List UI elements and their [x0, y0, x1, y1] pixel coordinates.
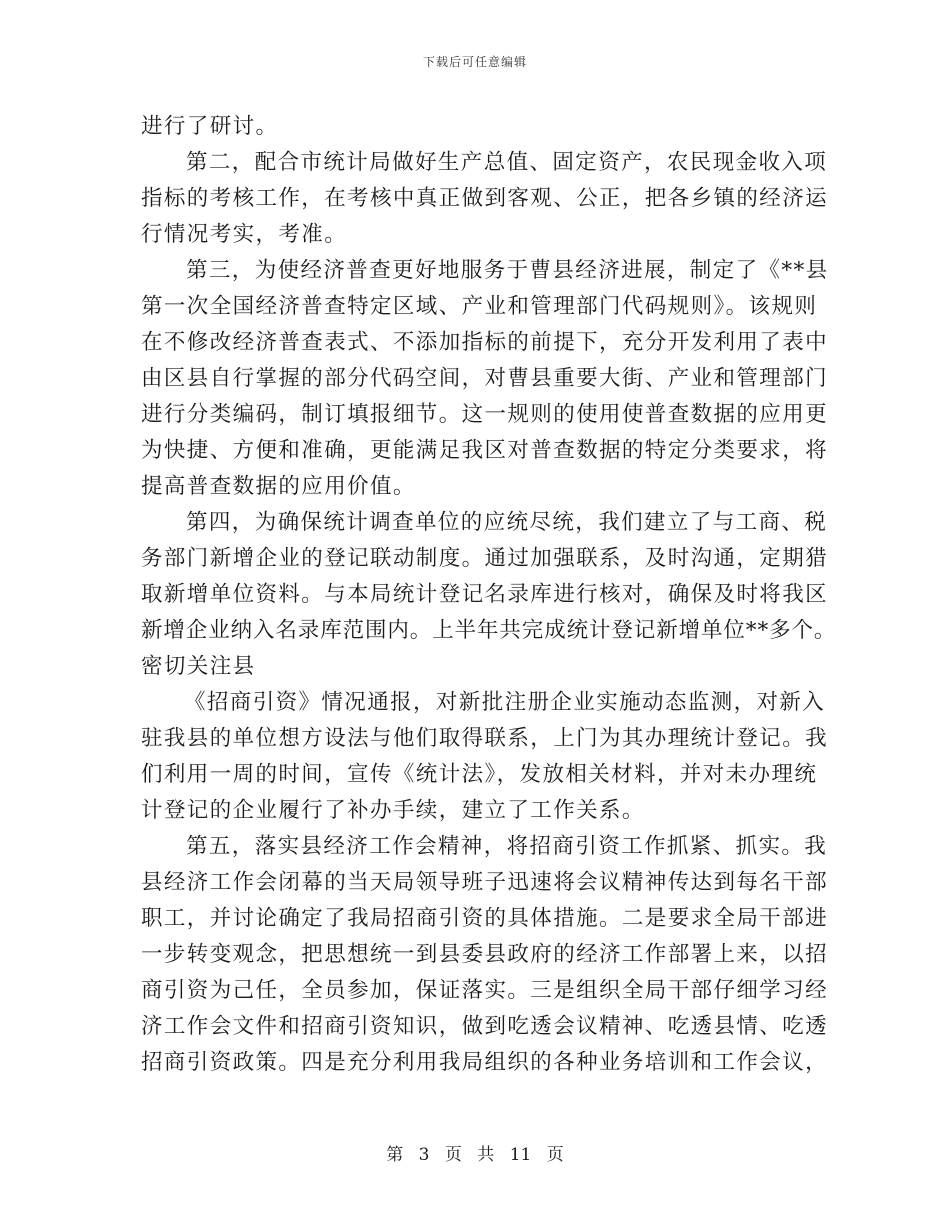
text-line: 一步转变观念，把思想统一到县委县政府的经济工作部署上来，以招 [141, 942, 829, 967]
text-line: 取新增单位资料。与本局统计登记名录库进行核对，确保及时将我区 [141, 582, 829, 607]
text-line: 提高普查数据的应用价值。 [141, 474, 416, 499]
text-line: 们利用一周的时间，宣传《统计法》，发放相关材料，并对未办理统 [141, 762, 818, 787]
text-line: 驻我县的单位想方设法与他们取得联系，上门为其办理统计登记。我 [141, 726, 829, 751]
text-line: 行情况考实，考准。 [141, 222, 348, 247]
text-line: 第一次全国经济普查特定区域、产业和管理部门代码规则》。该规则 [141, 294, 818, 319]
current-page-number: 3 [418, 1145, 430, 1165]
paragraph-start: 第四，为确保统计调查单位的应统尽统，我们建立了与工商、税 [186, 510, 828, 535]
paragraph-start: 第二，配合市统计局做好生产总值、固定资产，农民现金收入项 [186, 150, 828, 175]
text-line: 为快捷、方便和准确，更能满足我区对普查数据的特定分类要求，将 [141, 438, 829, 463]
total-label: 共 [477, 1145, 495, 1165]
text-line: 新增企业纳入名录库范围内。上半年共完成统计登记新增单位**多个。 [141, 618, 837, 643]
text-line: 由区县自行掌握的部分代码空间，对曹县重要大街、产业和管理部门 [141, 366, 829, 391]
page-unit-label: 页 [444, 1145, 462, 1165]
text-line: 济工作会文件和招商引资知识，做到吃透会议精神、吃透县情、吃透 [141, 1014, 829, 1039]
paragraph-start: 第三，为使经济普查更好地服务于曹县经济进展，制定了《**县 [186, 258, 829, 283]
text-line: 职工，并讨论确定了我局招商引资的具体措施。二是要求全局干部进 [141, 906, 829, 931]
total-unit-label: 页 [546, 1145, 564, 1165]
text-line: 指标的考核工作，在考核中真正做到客观、公正，把各乡镇的经济运 [141, 186, 829, 211]
paragraph-start: 《招商引资》情况通报，对新批注册企业实施动态监测，对新入 [184, 690, 826, 715]
document-body [141, 109, 837, 1081]
text-line: 招商引资政策。四是充分利用我局组织的各种业务培训和工作会议， [141, 1050, 829, 1075]
total-pages-number: 11 [509, 1145, 532, 1165]
text-line: 密切关注县 [141, 654, 256, 679]
page-label: 第 [386, 1145, 404, 1165]
page-footer [0, 1140, 950, 1165]
text-line: 务部门新增企业的登记联动制度。通过加强联系，及时沟通，定期猎 [141, 546, 829, 571]
text-line: 进行分类编码，制订填报细节。这一规则的使用使普查数据的应用更 [141, 402, 829, 427]
text-line: 计登记的企业履行了补办手续，建立了工作关系。 [141, 798, 645, 823]
paragraph-start: 第五，落实县经济工作会精神，将招商引资工作抓紧、抓实。我 [186, 834, 828, 859]
page-header: 下载后可任意编辑 [422, 55, 527, 69]
text-line: 进行了研讨。 [141, 114, 279, 139]
text-line: 在不修改经济普查表式、不添加指标的前提下，充分开发利用了表中 [141, 330, 829, 355]
text-line: 商引资为己任，全员参加，保证落实。三是组织全局干部仔细学习经 [141, 978, 829, 1003]
text-line: 县经济工作会闭幕的当天局领导班子迅速将会议精神传达到每名干部 [141, 870, 829, 895]
